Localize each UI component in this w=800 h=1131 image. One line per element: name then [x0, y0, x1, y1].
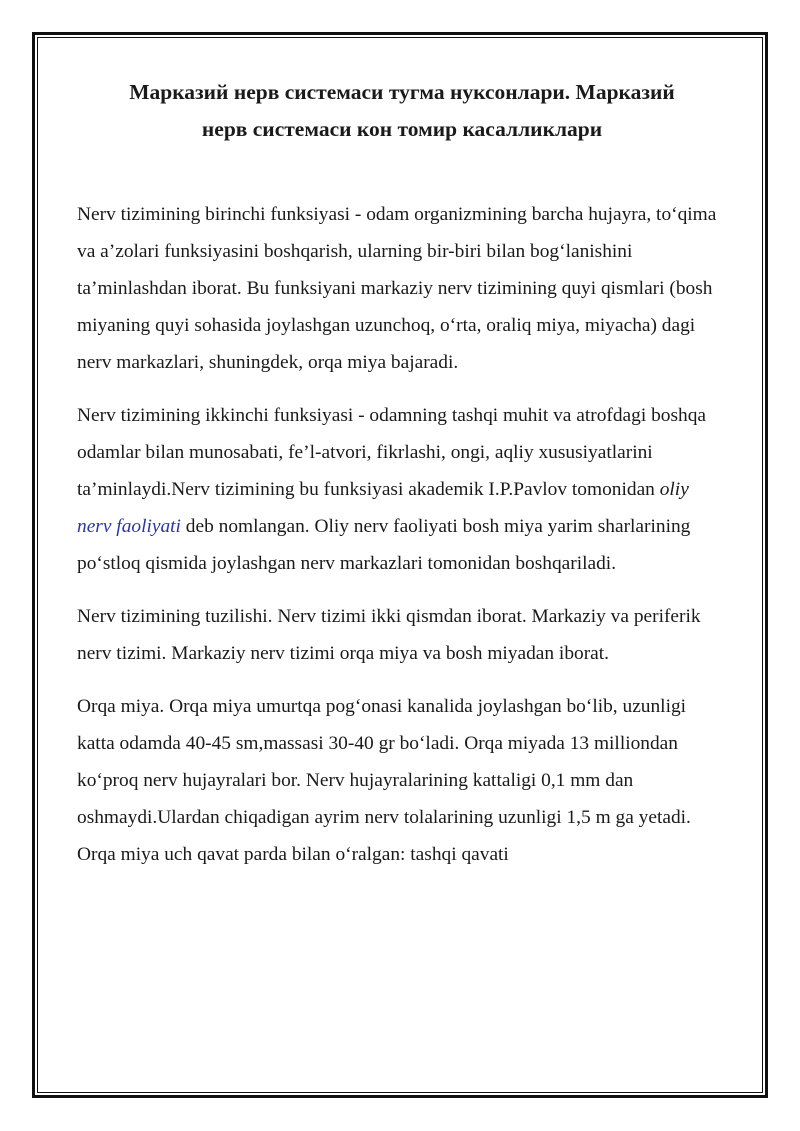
paragraph-2-text-before: Nerv tizimining ikkinchi funksiyasi - odamning tashqi muhit va atrofdagi boshqa odamlar bilan munosabati, fe’l-atvori, fikrlashi, ongi, aqliy xususiyatlarini ta’minlaydi.Nerv tizimining bu funksiyasi akademik I.P.Pavlov tomonidan — [77, 405, 707, 500]
paragraph-4: Orqa miya. Orqa miya umurtqa pog‘onasi kanalida joylashgan bo‘lib, uzunligi katta odamda 40-45 sm,massasi 30-40 gr bo‘ladi. Orqa miyada 13 milliondan ko‘proq nerv hujayralari bor. Nerv hujayralarining kattaligi 0,1 mm dan oshmaydi.Ulardan chiqadigan ayrim nerv tolalarining uzunligi 1,5 m ga yetadi. Orqa miya uch qavat parda bilan o‘ralgan: tashqi qavati — [77, 696, 691, 865]
document-title — [77, 74, 727, 148]
paragraph-1: Nerv tizimining birinchi funksiyasi - odam organizmining barcha hujayra, to‘qima va a’zolari funksiyasini boshqarish, ularning bir-biri bilan bog‘lanishini ta’minlashdan iborat. Bu funksiyani markaziy nerv tizimining quyi qismlari (bosh miyaning quyi sohasida joylashgan uzunchoq, o‘rta, oraliq miya, miyacha) dagi nerv markazlari, shuningdek, orqa miya bajaradi. — [77, 204, 717, 373]
paragraph-3: Nerv tizimining tuzilishi. Nerv tizimi ikki qismdan iborat. Markaziy va periferik nerv tizimi. Markaziy nerv tizimi orqa miya va bosh miyadan iborat. — [77, 606, 701, 664]
title-line-2: нерв системаси кон томир касалликлари — [201, 117, 603, 141]
nerv-faoliyati-link[interactable]: nerv faoliyati — [77, 516, 181, 537]
paragraph-2-italic-term: oliy — [659, 479, 689, 500]
title-line-1: Марказий нерв системаси тугма нуксонлари. Марказий — [129, 80, 675, 104]
paragraph-2 — [77, 397, 727, 582]
paragraph-2-text-after: deb nomlangan. Oliy nerv faoliyati bosh miya yarim sharlarining po‘stloq qismida joylashgan nerv markazlari tomonidan boshqariladi. — [77, 516, 691, 574]
document-content — [77, 74, 727, 889]
document-body — [77, 196, 727, 873]
